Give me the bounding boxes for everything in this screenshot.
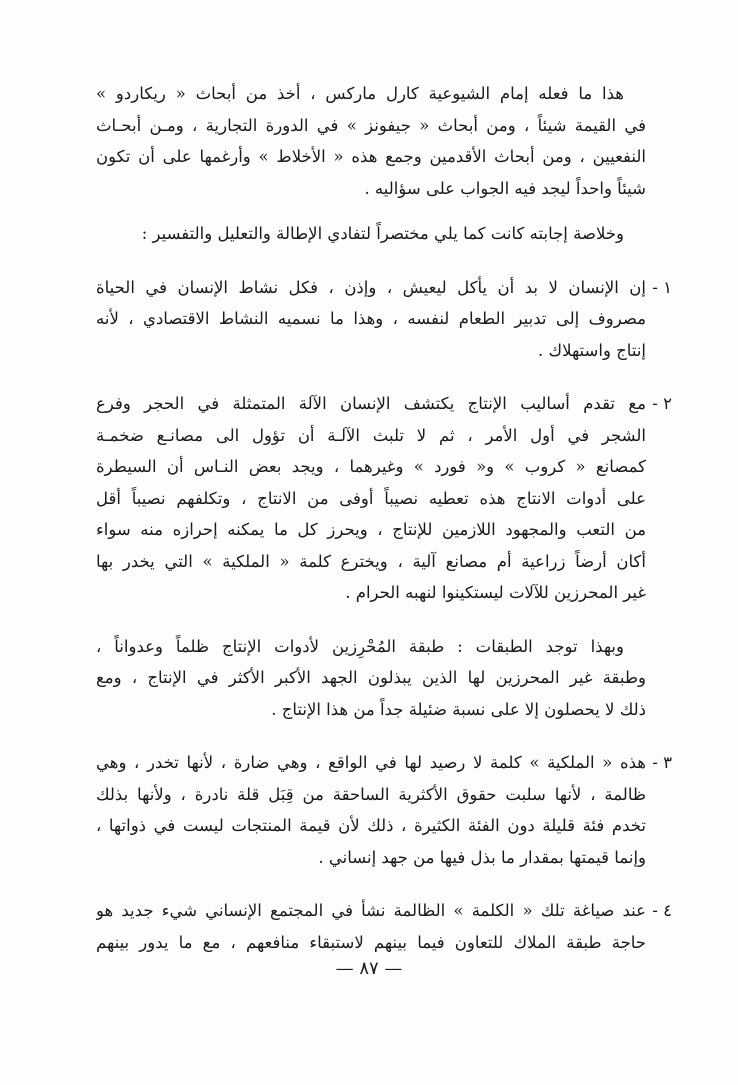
text-line: هذا ما فعله إمام الشيوعية كارل ماركس ، أخذ من أبحاث « ريكاردو » [96, 84, 624, 103]
text-line: هذه « الملكية » كلمة لا رصيد لها في الواقع ، وهي ضارة ، لأنها تخدر ، وهي [96, 753, 646, 772]
text-line: من التعب والمجهود اللازمين للإنتاج ، ويحرز كل ما يمكنه إحرازه منه سواء [96, 520, 646, 539]
text-line: غير المحرزين للآلات ليستكينوا لنهبه الحرام . [345, 583, 646, 602]
text-line: مع تقدم أساليب الإنتاج يكتشف الإنسان الآلة المتمثلة في الحجر وفرع [96, 394, 646, 413]
text-line: إنتاج واستهلاك . [538, 340, 646, 360]
text-line: ظالمة ، لأنها سلبت حقوق الأكثرية الساحقة من قِبَل قلة نادرة ، ولأنها بذلك [96, 784, 646, 804]
text-line: إن الإنسان لا بد أن يأكل ليعيش ، وإذن ، فكل نشاط الإنسان في الحياة [96, 277, 646, 297]
text-line: النفعيين ، ومن أبحاث الأقدمين وجمع هذه « الأخلاط » وأرغمها على أن تكون [96, 147, 646, 166]
item-number: ٢ - [652, 394, 672, 413]
paragraph-classes [96, 631, 646, 726]
numbered-item-2 [96, 388, 672, 609]
text-line: تخدم فئة قليلة دون الفئة الكثيرة ، ذلك لأن قيمة المنتجات ليست في ذواتها ، [96, 816, 646, 835]
item-number: ٤ - [652, 901, 672, 920]
numbered-item-4 [96, 895, 672, 958]
text-line: وإنما قيمتها بمقدار ما بذل فيها من جهد إنساني . [318, 847, 646, 867]
numbered-item-3 [96, 747, 672, 873]
item-number: ٣ - [652, 753, 672, 772]
text-line: وطبقة غير المحرزين لها الذين يبذلون الجهد الأكبر الأكثر في الإنتاج ، ومع [96, 668, 646, 687]
numbered-item-1 [96, 272, 672, 367]
paragraph-marx [96, 78, 646, 204]
text-line: على أدوات الانتاج هذه تعطيه نصيباً أوفى من الانتاج ، وتكلفهم نصيباً أقل [96, 488, 646, 508]
text-line: حاجة طبقة الملاك للتعاون فيما بينهم لاستبقاء منافعهم ، مع ما يدور بينهم [96, 932, 646, 952]
text-line: في القيمة شيئاً ، ومن أبحاث « جيفونز » في الدورة التجارية ، ومـن أبحـاث [96, 115, 646, 135]
item-number: ١ - [652, 277, 672, 297]
text-line: الشجر في أول الأمر ، ثم لا تلبث الآلـة أن تؤول الى مصانـع ضخمـة [96, 425, 646, 445]
page-number: — ٨٧ — [335, 958, 403, 979]
text-line: مصروف إلى تدبير الطعام لنفسه ، وهذا ما نسميه النشاط الاقتصادي ، لأنه [96, 309, 646, 328]
text-line: عند صياغة تلك « الكلمة » الظالمة نشأ في المجتمع الإنساني شيء جديد هو [96, 901, 646, 920]
text-line: شيئاً واحداً ليجد فيه الجواب على سؤاليه . [364, 178, 646, 198]
text-line: وبهذا توجد الطبقات : طبقة المُحْرِزين لأدوات الإنتاج ظلماً وعدواناً ، [96, 636, 624, 656]
text-line: وخلاصة إجابته كانت كما يلي مختصراً لتفادي الإطالة والتعليل والتفسير : [141, 224, 624, 243]
text-line: أكان أرضاً زراعية أم مصانع آلية ، ويخترع كلمة « الملكية » التي يخدر بها [96, 551, 646, 571]
paragraph-summary-intro [96, 218, 646, 250]
text-line: كمصانع « كروب » و« فورد » وغيرهما ، ويجد بعض النـاس أن السيطرة [96, 457, 646, 476]
text-line: ذلك لا يحصلون إلا على نسبة ضئيلة جداً من هذا الإنتاج . [271, 699, 646, 719]
